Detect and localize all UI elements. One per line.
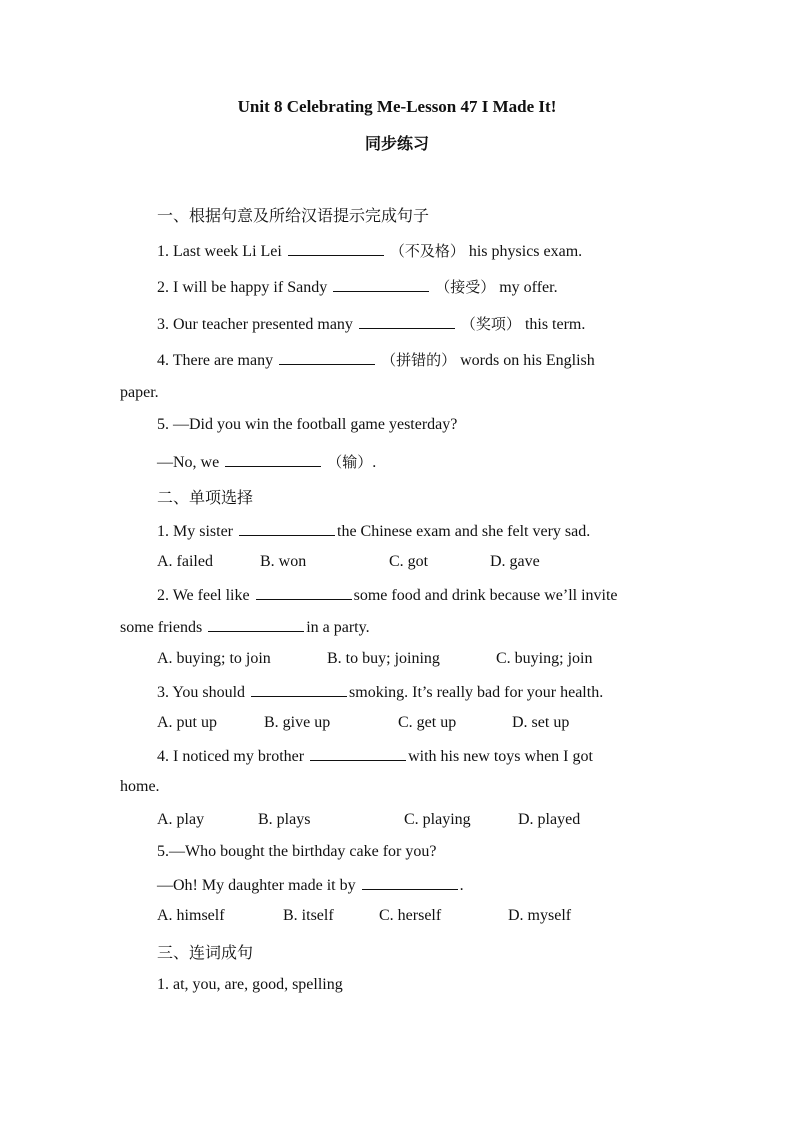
answer-blank[interactable]	[225, 452, 321, 467]
s2-q4-continuation: home.	[120, 778, 160, 795]
s1-question-5	[157, 451, 376, 472]
answer-blank[interactable]	[362, 875, 458, 890]
answer-blank[interactable]	[208, 617, 304, 632]
s2-q5-text-end: .	[459, 877, 464, 894]
s1-q2-text: 2. I will be happy if Sandy	[157, 279, 328, 296]
s2-q1-text-end: the Chinese exam and she felt very sad.	[337, 523, 591, 540]
s1-q2-text-end: my offer.	[499, 279, 558, 296]
section1-heading: 一、根据句意及所给汉语提示完成句子	[157, 206, 430, 225]
s2-q1-text: 1. My sister	[157, 523, 233, 540]
s2-q2-continuation	[120, 617, 370, 637]
option-a[interactable]: A. put up	[157, 714, 217, 731]
option-a[interactable]: A. failed	[157, 553, 213, 570]
s1-q4-continuation: paper.	[120, 384, 159, 401]
s2-q3-text-end: smoking. It’s really bad for your health.	[349, 684, 604, 701]
s1-q5-hint: （输）	[327, 453, 373, 471]
s2-q5-prompt: 5.—Who bought the birthday cake for you?	[157, 843, 437, 860]
s2-q2-text-end: some food and drink because we’ll invite	[353, 587, 618, 604]
answer-blank[interactable]	[310, 746, 406, 761]
s1-q5-text-end: .	[372, 454, 377, 471]
option-d[interactable]: D. gave	[490, 553, 540, 570]
option-c[interactable]: C. get up	[398, 714, 457, 731]
option-c[interactable]: C. buying; join	[496, 650, 593, 667]
s1-q4-hint: （拼错的）	[381, 351, 457, 369]
option-d[interactable]: D. played	[518, 811, 581, 828]
answer-blank[interactable]	[239, 521, 335, 536]
s2-question-4	[157, 746, 593, 766]
s1-q1-text-end: his physics exam.	[468, 243, 583, 260]
s1-q1-hint: （不及格）	[389, 242, 465, 260]
answer-blank[interactable]	[288, 241, 384, 256]
s2-q2-cont-end: in a party.	[306, 619, 370, 636]
s1-question-2	[157, 276, 558, 297]
answer-blank[interactable]	[359, 314, 455, 329]
s1-q4-text: 4. There are many	[157, 352, 274, 369]
s2-question-3	[157, 682, 603, 702]
s1-q2-hint: （接受）	[435, 278, 496, 296]
answer-blank[interactable]	[256, 585, 352, 600]
s1-question-3	[157, 313, 585, 334]
s2-q4-text: 4. I noticed my brother	[157, 748, 305, 765]
s2-q2-text: 2. We feel like	[157, 587, 250, 604]
option-b[interactable]: B. plays	[258, 811, 311, 828]
s1-q3-text: 3. Our teacher presented many	[157, 316, 353, 333]
s1-q4-text-end: words on his English	[460, 352, 595, 369]
s2-question-2	[157, 585, 618, 605]
option-d[interactable]: D. myself	[508, 907, 572, 924]
option-c[interactable]: C. got	[389, 553, 429, 570]
option-b[interactable]: B. to buy; joining	[327, 650, 440, 667]
section2-heading: 二、单项选择	[157, 488, 254, 507]
page-subtitle: 同步练习	[364, 134, 429, 153]
answer-blank[interactable]	[279, 350, 375, 365]
s1-q3-hint: （奖项）	[460, 315, 521, 333]
s1-q5-text: —No, we	[157, 454, 220, 471]
s1-q3-text-end: this term.	[524, 316, 586, 333]
page-title: Unit 8 Celebrating Me-Lesson 47 I Made It!	[237, 97, 557, 116]
section3-heading: 三、连词成句	[157, 943, 254, 962]
s2-question-5	[157, 875, 464, 895]
s3-question-1: 1. at, you, are, good, spelling	[157, 976, 343, 993]
s2-q4-text-end: with his new toys when I got	[408, 748, 593, 765]
option-d[interactable]: D. set up	[512, 714, 570, 731]
option-b[interactable]: B. give up	[264, 714, 331, 731]
s1-question-1	[157, 240, 582, 261]
s1-question-4	[157, 349, 595, 370]
answer-blank[interactable]	[251, 682, 347, 697]
s1-q1-text: 1. Last week Li Lei	[157, 243, 282, 260]
s2-q3-text: 3. You should	[157, 684, 246, 701]
s2-q2-cont-text: some friends	[120, 619, 203, 636]
option-a[interactable]: A. buying; to join	[157, 650, 271, 667]
option-c[interactable]: C. herself	[379, 907, 442, 924]
s2-q5-text: —Oh! My daughter made it by	[157, 877, 356, 894]
option-a[interactable]: A. himself	[157, 907, 225, 924]
s2-question-1	[157, 521, 590, 541]
option-b[interactable]: B. won	[260, 553, 307, 570]
option-b[interactable]: B. itself	[283, 907, 334, 924]
option-c[interactable]: C. playing	[404, 811, 471, 828]
s1-q5-prompt: 5. —Did you win the football game yesterday?	[157, 416, 458, 433]
option-a[interactable]: A. play	[157, 811, 205, 828]
answer-blank[interactable]	[333, 277, 429, 292]
